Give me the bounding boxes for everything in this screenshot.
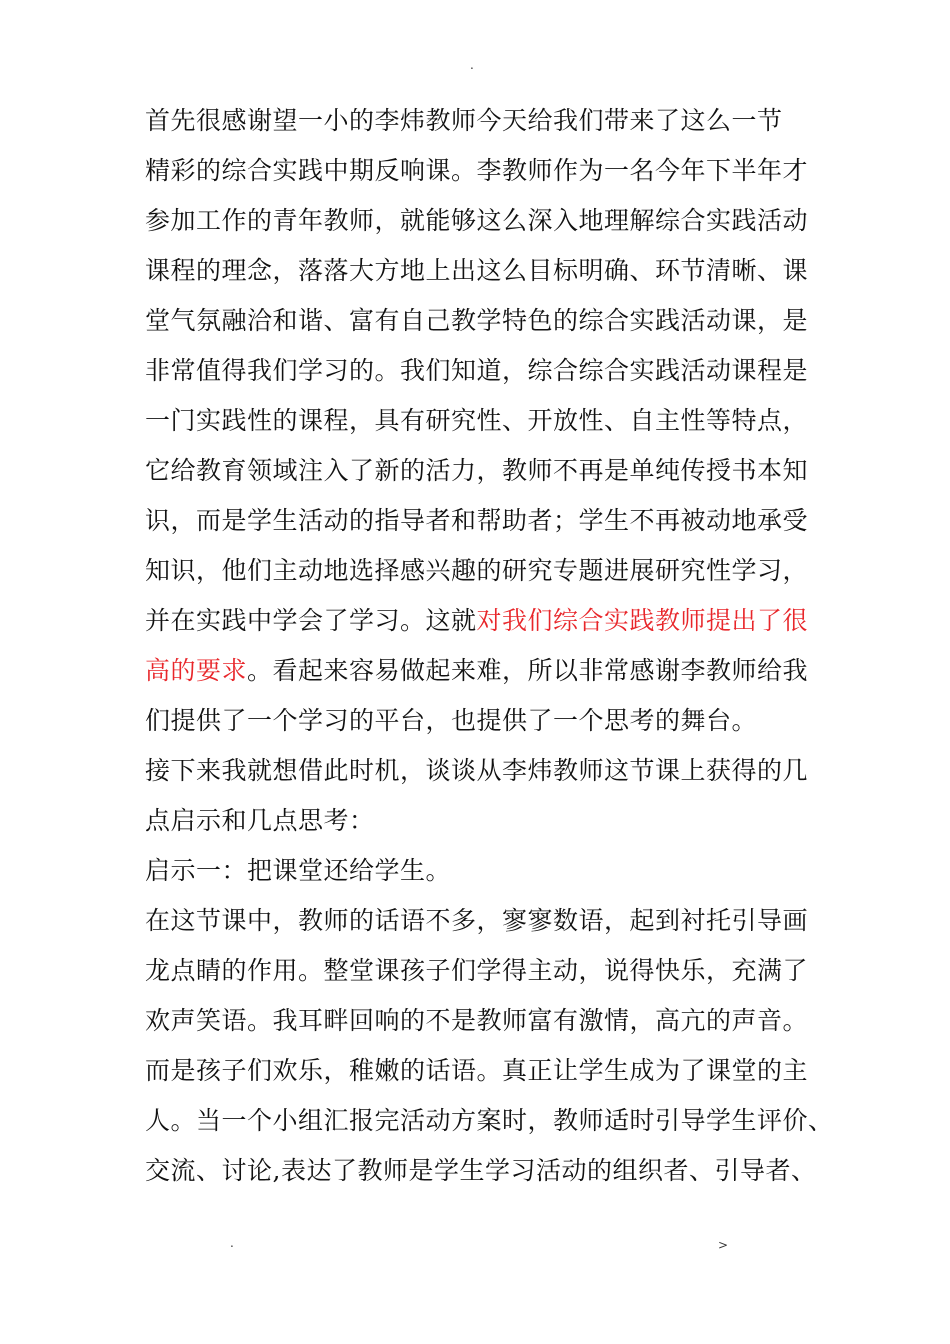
header-mark: . (470, 58, 474, 72)
section-heading: 启示一：把课堂还给学生。 (145, 856, 452, 885)
paragraph3-line-1: 在这节课中，教师的话语不多，寥寥数语，起到衬托引导画 (145, 906, 809, 935)
paragraph1-line-9: 识，而是学生活动的指导者和帮助者；学生不再被动地承受 (145, 506, 809, 535)
document-body (145, 96, 834, 1196)
paragraph1-line-4: 课程的理念，落落大方地上出这么目标明确、环节清晰、课 (145, 256, 809, 285)
paragraph1-line-6: 非常值得我们学习的。我们知道，综合综合实践活动课程是 (145, 356, 809, 385)
paragraph1-line-13: 们提供了一个学习的平台，也提供了一个思考的舞台。 (145, 706, 758, 735)
paragraph3-line-4: 而是孩子们欢乐，稚嫩的话语。真正让学生成为了课堂的主 (145, 1056, 809, 1085)
paragraph1-line-1: 首先很感谢望一小的李炜教师今天给我们带来了这么一节 (145, 106, 783, 135)
highlighted-text: 高的要求 (145, 656, 248, 685)
paragraph3-line-5: 人。当一个小组汇报完活动方案时，教师适时引导学生评价、 (145, 1106, 834, 1135)
paragraph3-line-6: 交流、讨论,表达了教师是学生学习活动的组织者、引导者、 (145, 1156, 817, 1185)
paragraph1-line-5: 堂气氛融洽和谐、富有自己教学特色的综合实践活动课，是 (145, 306, 809, 335)
paragraph1-line-12-text: 。看起来容易做起来难，所以非常感谢李教师给我 (247, 656, 809, 685)
paragraph1-line-7: 一门实践性的课程，具有研究性、开放性、自主性等特点， (145, 406, 809, 435)
paragraph1-line-11 (145, 596, 815, 646)
paragraph1-line-3: 参加工作的青年教师，就能够这么深入地理解综合实践活动 (145, 206, 809, 235)
paragraph3-line-2: 龙点睛的作用。整堂课孩子们学得主动，说得快乐，充满了 (145, 956, 809, 985)
paragraph1-line-8: 它给教育领域注入了新的活力，教师不再是单纯传授书本知 (145, 456, 809, 485)
paragraph1-line-12 (145, 646, 815, 696)
highlighted-text: 对我们综合实践教师提出了很 (476, 606, 809, 635)
footer-right-mark: > (718, 1238, 729, 1252)
paragraph2-line-2: 点启示和几点思考： (145, 806, 375, 835)
footer-left-mark: . (230, 1236, 234, 1250)
paragraph1-line-2: 精彩的综合实践中期反响课。李教师作为一名今年下半年才 (145, 156, 809, 185)
paragraph3-line-3: 欢声笑语。我耳畔回响的不是教师富有激情，高亢的声音。 (145, 1006, 809, 1035)
paragraph2-line-1: 接下来我就想借此时机，谈谈从李炜教师这节课上获得的几 (145, 756, 809, 785)
paragraph1-line-10: 知识，他们主动地选择感兴趣的研究专题进展研究性学习， (145, 556, 809, 585)
paragraph1-line-11-text: 并在实践中学会了学习。这就 (145, 606, 477, 635)
